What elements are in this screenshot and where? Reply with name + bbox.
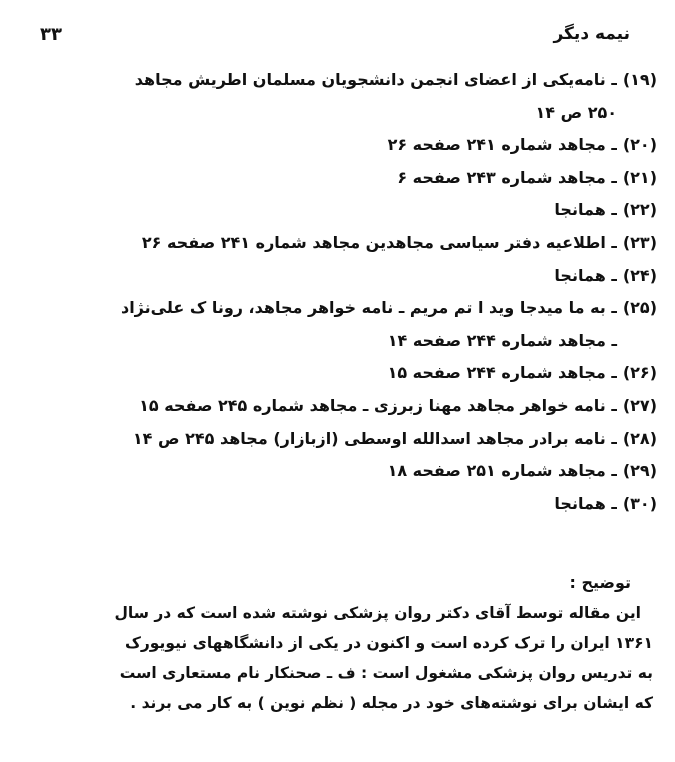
endnote-text: ۲۵۰ ص ۱۴ [535,102,617,122]
endnote-line [22,455,657,488]
endnote-line [22,357,657,390]
endnote-text: ـ مجاهد شماره ۲۴۴ صفحه ۱۴ [387,330,617,350]
running-title: نیمه دیگر [553,24,630,44]
endnote-number: (۲۸) [622,428,657,448]
endnote-number: (۲۵) [622,298,657,318]
endnote-line [22,64,657,97]
endnote-number: (۲۶) [622,363,657,383]
explanation-line: ۱۳۶۱ ایران را ترک کرده است و اکنون در یکی از دانشگاههای نیویورک [125,634,653,652]
endnote-text: ـ نامه برادر مجاهد اسدالله اوسطی (ازبازار) مجاهد ۲۴۵ ص ۱۴ [132,428,617,448]
explanation-line: که ایشان برای نوشته‌های خود در مجله ( نظم نوین ) به کار می برند . [130,694,653,712]
explanation-section [36,568,653,718]
endnote-number: (۱۹) [622,70,657,89]
endnote-line [22,129,657,162]
endnote-text: ـ نامه خواهر مجاهد مهنا زبرزی ـ مجاهد شماره ۲۴۵ صفحه ۱۵ [139,395,617,415]
endnote-line [22,227,657,260]
endnote-line [22,292,657,325]
endnote-line [22,325,657,358]
endnote-text: ـ اطلاعیه دفتر سیاسی مجاهدین مجاهد شماره ۲۴۱ صفحه ۲۶ [141,232,617,252]
endnote-line [22,162,657,195]
endnote-line [22,194,657,227]
endnote-number: (۲۹) [622,461,657,481]
explanation-heading: توضیح : [569,573,631,592]
endnote-line [22,260,657,293]
endnote-line [22,390,657,423]
endnote-line [22,423,657,456]
endnote-text: ـ مجاهد شماره ۲۴۱ صفحه ۲۶ [387,135,617,155]
endnote-text: ـ به ما میدجا وید ا تم مریم ـ نامه خواهر مجاهد، رونا ک علی‌نژاد [120,298,617,318]
endnote-number: (۲۰) [622,135,657,155]
endnote-line [22,488,657,521]
page-header [40,22,630,46]
endnote-number: (۳۰) [622,493,657,513]
endnote-text: ـ همانجا [554,265,617,285]
endnote-number: (۲۷) [622,395,657,415]
explanation-line: به تدریس روان پزشکی مشغول است : ف ـ صحنکار نام مستعاری است [119,664,653,682]
page-number: ۳۳ [40,23,62,45]
endnote-number: (۲۱) [622,167,657,187]
endnote-text: ـ مجاهد شماره ۲۵۱ صفحه ۱۸ [387,461,617,481]
endnote-text: ـ نامه‌یکی از اعضای انجمن دانشجویان مسلمان اطریش مجاهد [134,70,617,89]
endnote-number: (۲۲) [622,200,657,220]
endnote-text: ـ همانجا [554,200,617,220]
explanation-line: این مقاله توسط آقای دکتر روان پزشکی نوشته شده است که در سال [114,604,641,622]
endnote-number: (۲۳) [622,232,657,252]
endnote-text: ـ مجاهد شماره ۲۴۴ صفحه ۱۵ [387,363,617,383]
endnote-text: ـ همانجا [554,493,617,513]
endnote-number: (۲۴) [622,265,657,285]
endnote-text: ـ مجاهد شماره ۲۴۳ صفحه ۶ [397,167,617,187]
endnote-line [22,97,657,130]
endnotes-list [22,64,657,520]
